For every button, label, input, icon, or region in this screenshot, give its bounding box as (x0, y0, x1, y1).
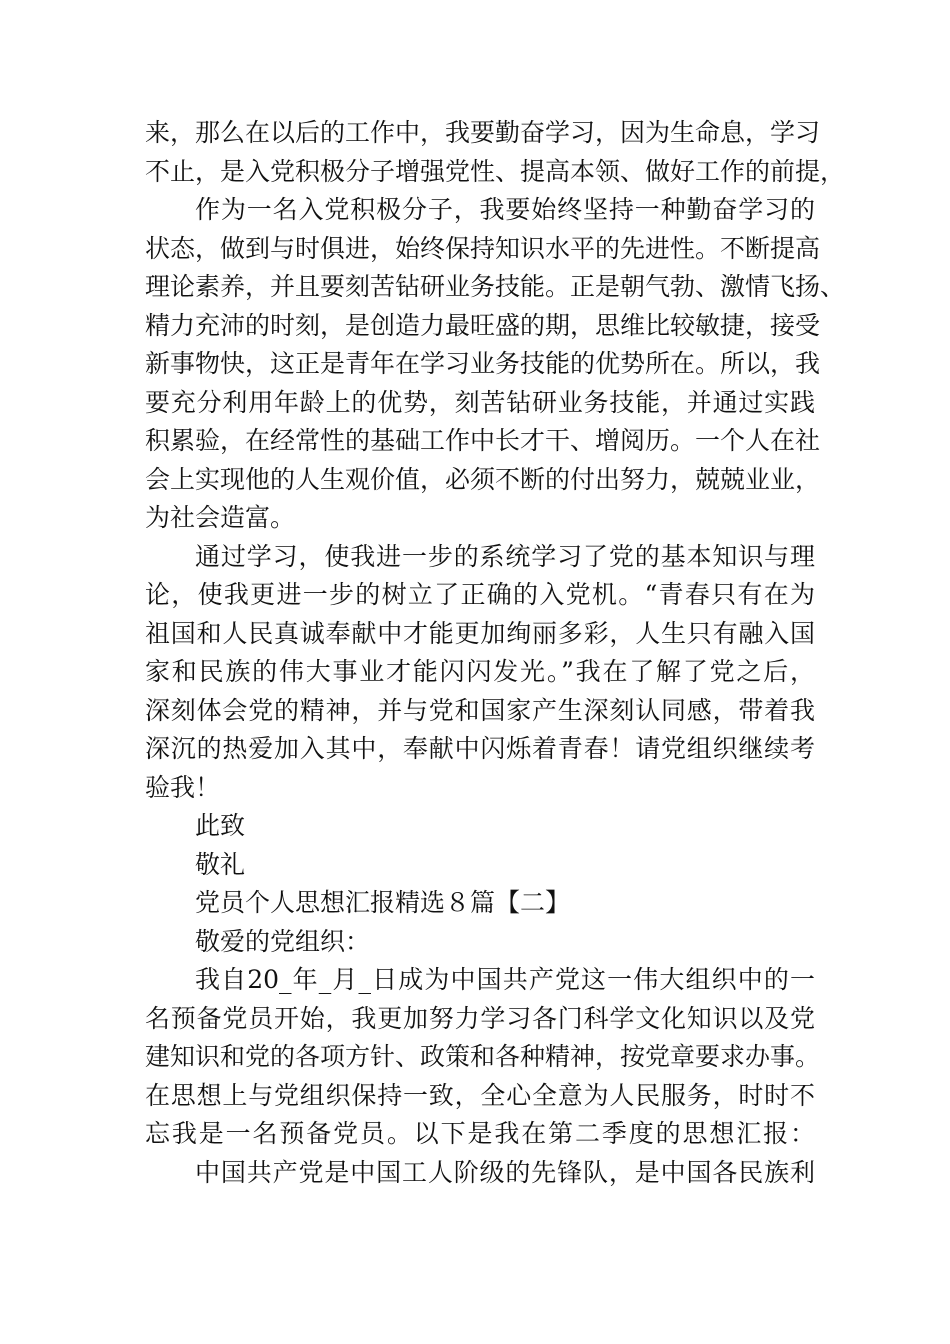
text-line: 为社会造富。 (145, 503, 296, 532)
text-line: 名预备党员开始，我更加努力学习各门科学文化知识以及党 (145, 1003, 815, 1033)
text-line: 深沉的热爱加入其中，奉献中闪烁着青春！请党组织继续考 (145, 734, 815, 763)
text-line: 忘我是一名预备党员。以下是我在第二季度的思想汇报： (145, 1119, 815, 1148)
text-line: 中国共产党是中国工人阶级的先锋队，是中国各民族利 (195, 1157, 815, 1187)
text-line: 论，使我更进一步的树立了正确的入党机。“青春只有在为 (145, 580, 815, 609)
text-line: 敬爱的党组织： (195, 926, 371, 956)
text-line: 党员个人思想汇报精选８篇【二】 (195, 888, 571, 917)
text-line: 家和民族的伟大事业才能闪闪发光。”我在了解了党之后， (145, 657, 815, 686)
text-line: 不止，是入党积极分子增强党性、提高本领、做好工作的前提， (145, 156, 846, 186)
document-body (145, 114, 846, 1192)
text-line: 深刻体会党的精神，并与党和国家产生深刻认同感，带着我 (145, 695, 815, 725)
text-line: 作为一名入党积极分子，我要始终坚持一种勤奋学习的 (195, 195, 815, 224)
text-line: 积累验，在经常性的基础工作中长才干、增阅历。一个人在社 (145, 426, 821, 455)
text-line: 祖国和人民真诚奉献中才能更加绚丽多彩，人生只有融入国 (145, 618, 815, 648)
text-line: 此致 (195, 811, 246, 840)
text-line: 要充分利用年龄上的优势，刻苦钻研业务技能，并通过实践 (145, 387, 815, 417)
text-line: 会上实现他的人生观价值，必须不断的付出努力，兢兢业业， (145, 464, 821, 494)
text-line: 在思想上与党组织保持一致，全心全意为人民服务，时时不 (145, 1080, 815, 1110)
text-line: 通过学习，使我进一步的系统学习了党的基本知识与理 (195, 541, 815, 571)
text-line: 理论素养，并且要刻苦钻研业务技能。正是朝气勃、激情飞扬、 (145, 272, 846, 301)
text-line: 敬礼 (195, 849, 246, 879)
text-line: 建知识和党的各项方针、政策和各种精神，按党章要求办事。 (145, 1042, 821, 1071)
text-line: 状态，做到与时俱进，始终保持知识水平的先进性。不断提高 (145, 233, 821, 263)
text-line: 验我！ (145, 772, 221, 802)
text-line: 新事物快，这正是青年在学习业务技能的优势所在。所以，我 (145, 349, 821, 378)
text-line: 来，那么在以后的工作中，我要勤奋学习，因为生命息，学习 (145, 118, 821, 147)
text-line: 精力充沛的时刻，是创造力最旺盛的期，思维比较敏捷，接受 (145, 310, 821, 340)
text-line: 我自20_年_月_日成为中国共产党这一伟大组织中的一 (195, 965, 815, 994)
